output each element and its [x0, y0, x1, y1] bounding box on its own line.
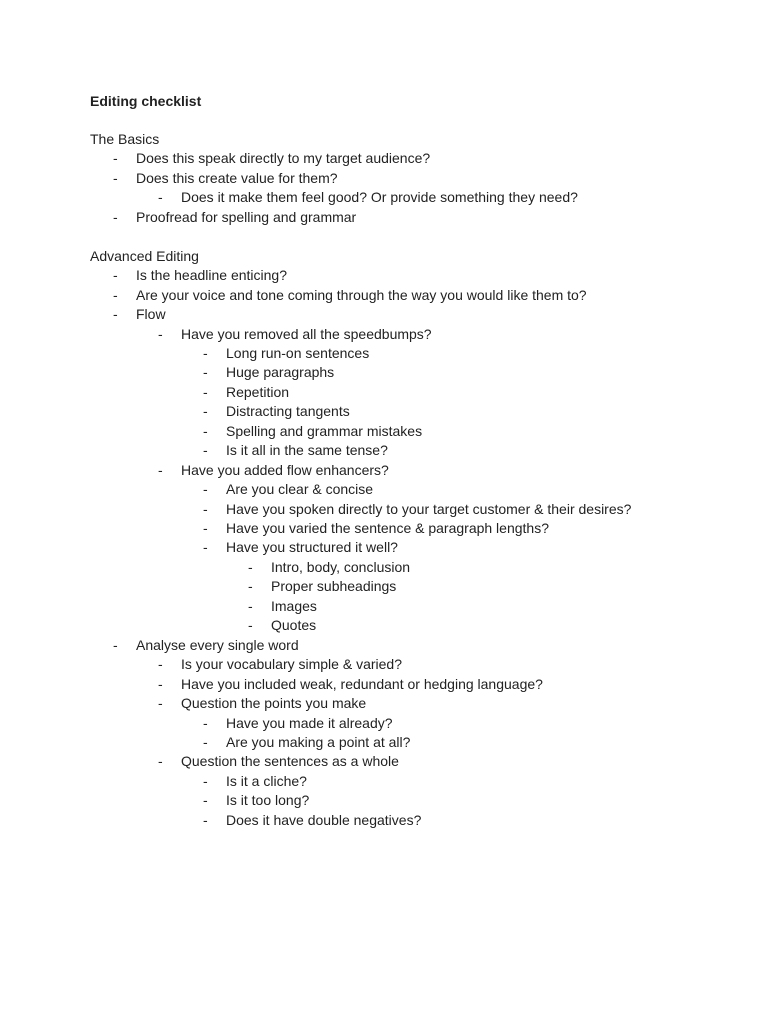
list-item-text: Does this speak directly to my target audience?: [136, 150, 431, 167]
bullet-dash: -: [203, 442, 208, 459]
list-item: [0, 500, 768, 520]
bullet-dash: -: [203, 714, 208, 731]
bullet-dash: -: [203, 383, 208, 400]
list-item: [0, 616, 768, 636]
list-item-text: Have you made it already?: [226, 714, 393, 731]
list-item: [0, 363, 768, 383]
list-item: [0, 208, 768, 228]
bullet-dash: -: [248, 617, 253, 634]
list-item: [0, 714, 768, 734]
bullet-dash: -: [203, 403, 208, 420]
section-heading-text: Advanced Editing: [90, 247, 199, 264]
bullet-dash: -: [203, 811, 208, 828]
list-item-text: Is it too long?: [226, 792, 310, 809]
list-item-text: Does it make them feel good? Or provide something they need?: [181, 189, 578, 206]
list-item: [0, 519, 768, 539]
list-item: [0, 188, 768, 208]
list-item: [0, 383, 768, 403]
list-item-text: Is the headline enticing?: [136, 267, 287, 284]
list-item-text: Analyse every single word: [136, 636, 299, 653]
list-item: [0, 149, 768, 169]
list-item: [0, 305, 768, 325]
list-item-text: Long run-on sentences: [226, 344, 370, 361]
list-item-text: Are your voice and tone coming through the way you would like them to?: [136, 286, 587, 303]
list-item-text: Is it all in the same tense?: [226, 442, 388, 459]
bullet-dash: -: [203, 772, 208, 789]
bullet-dash: -: [158, 189, 163, 206]
list-item-text: Images: [271, 597, 317, 614]
list-item-text: Repetition: [226, 383, 290, 400]
list-item-text: Have you structured it well?: [226, 539, 398, 556]
bullet-dash: -: [113, 636, 118, 653]
bullet-dash: -: [203, 364, 208, 381]
bullet-dash: -: [203, 520, 208, 536]
list-item: [0, 325, 768, 345]
list-item-text: Have you included weak, redundant or hedging language?: [181, 675, 543, 692]
bullet-dash: -: [113, 169, 118, 186]
bullet-dash: -: [158, 675, 163, 692]
list-item: [0, 402, 768, 422]
bullet-dash: -: [203, 344, 208, 361]
list-item-text: Have you removed all the speedbumps?: [181, 325, 432, 342]
list-item: [0, 597, 768, 617]
list-item-text: Quotes: [271, 617, 317, 634]
list-item: [0, 577, 768, 597]
list-item-text: Spelling and grammar mistakes: [226, 422, 423, 439]
list-item-text: Huge paragraphs: [226, 364, 335, 381]
list-item-text: Does this create value for them?: [136, 169, 338, 186]
document-title: Editing checklist: [90, 93, 202, 109]
list-item-text: Question the sentences as a whole: [181, 753, 399, 770]
section-heading: [0, 130, 768, 150]
bullet-dash: -: [113, 150, 118, 167]
bullet-dash: -: [113, 286, 118, 303]
list-item: [0, 791, 768, 811]
list-item: [0, 422, 768, 442]
list-item-text: Have you added flow enhancers?: [181, 461, 389, 478]
list-item: [0, 538, 768, 558]
bullet-dash: -: [113, 306, 118, 323]
list-item: [0, 441, 768, 461]
bullet-dash: -: [158, 753, 163, 770]
section-heading-text: The Basics: [90, 131, 160, 147]
bullet-dash: -: [203, 539, 208, 556]
bullet-dash: -: [158, 461, 163, 478]
list-item: [0, 286, 768, 306]
section-heading: [0, 247, 768, 267]
bullet-dash: -: [248, 558, 253, 575]
bullet-dash: -: [113, 267, 118, 284]
bullet-dash: -: [113, 208, 118, 225]
list-item: [0, 772, 768, 792]
bullet-dash: -: [158, 695, 163, 712]
bullet-dash: -: [203, 500, 208, 517]
list-item: [0, 266, 768, 286]
list-item-text: Flow: [136, 306, 166, 323]
list-item: [0, 480, 768, 500]
list-item-text: Proofread for spelling and grammar: [136, 208, 357, 225]
list-item-text: Have you varied the sentence & paragraph lengths?: [226, 520, 549, 536]
list-item: [0, 733, 768, 753]
bullet-dash: -: [203, 422, 208, 439]
list-item-text: Question the points you make: [181, 695, 367, 712]
bullet-dash: -: [158, 656, 163, 673]
list-item-text: Is your vocabulary simple & varied?: [181, 656, 402, 673]
list-item: [0, 811, 768, 831]
bullet-dash: -: [203, 792, 208, 809]
list-item: [0, 694, 768, 714]
bullet-dash: -: [158, 325, 163, 342]
list-item-text: Distracting tangents: [226, 403, 350, 420]
list-item: [0, 169, 768, 189]
bullet-dash: -: [248, 578, 253, 595]
list-item: [0, 655, 768, 675]
bullet-dash: -: [203, 481, 208, 498]
list-item: [0, 675, 768, 695]
bullet-dash: -: [203, 733, 208, 750]
list-item: [0, 752, 768, 772]
list-item: [0, 636, 768, 656]
list-item: [0, 558, 768, 578]
list-item-text: Intro, body, conclusion: [271, 558, 411, 575]
list-item-text: Does it have double negatives?: [226, 811, 422, 828]
list-item-text: Is it a cliche?: [226, 772, 307, 789]
list-item: [0, 461, 768, 481]
list-item-text: Are you making a point at all?: [226, 733, 411, 750]
list-item-text: Proper subheadings: [271, 578, 397, 595]
list-item-text: Are you clear & concise: [226, 481, 374, 498]
list-item: [0, 344, 768, 364]
bullet-dash: -: [248, 597, 253, 614]
list-item-text: Have you spoken directly to your target customer & their desires?: [226, 500, 632, 517]
